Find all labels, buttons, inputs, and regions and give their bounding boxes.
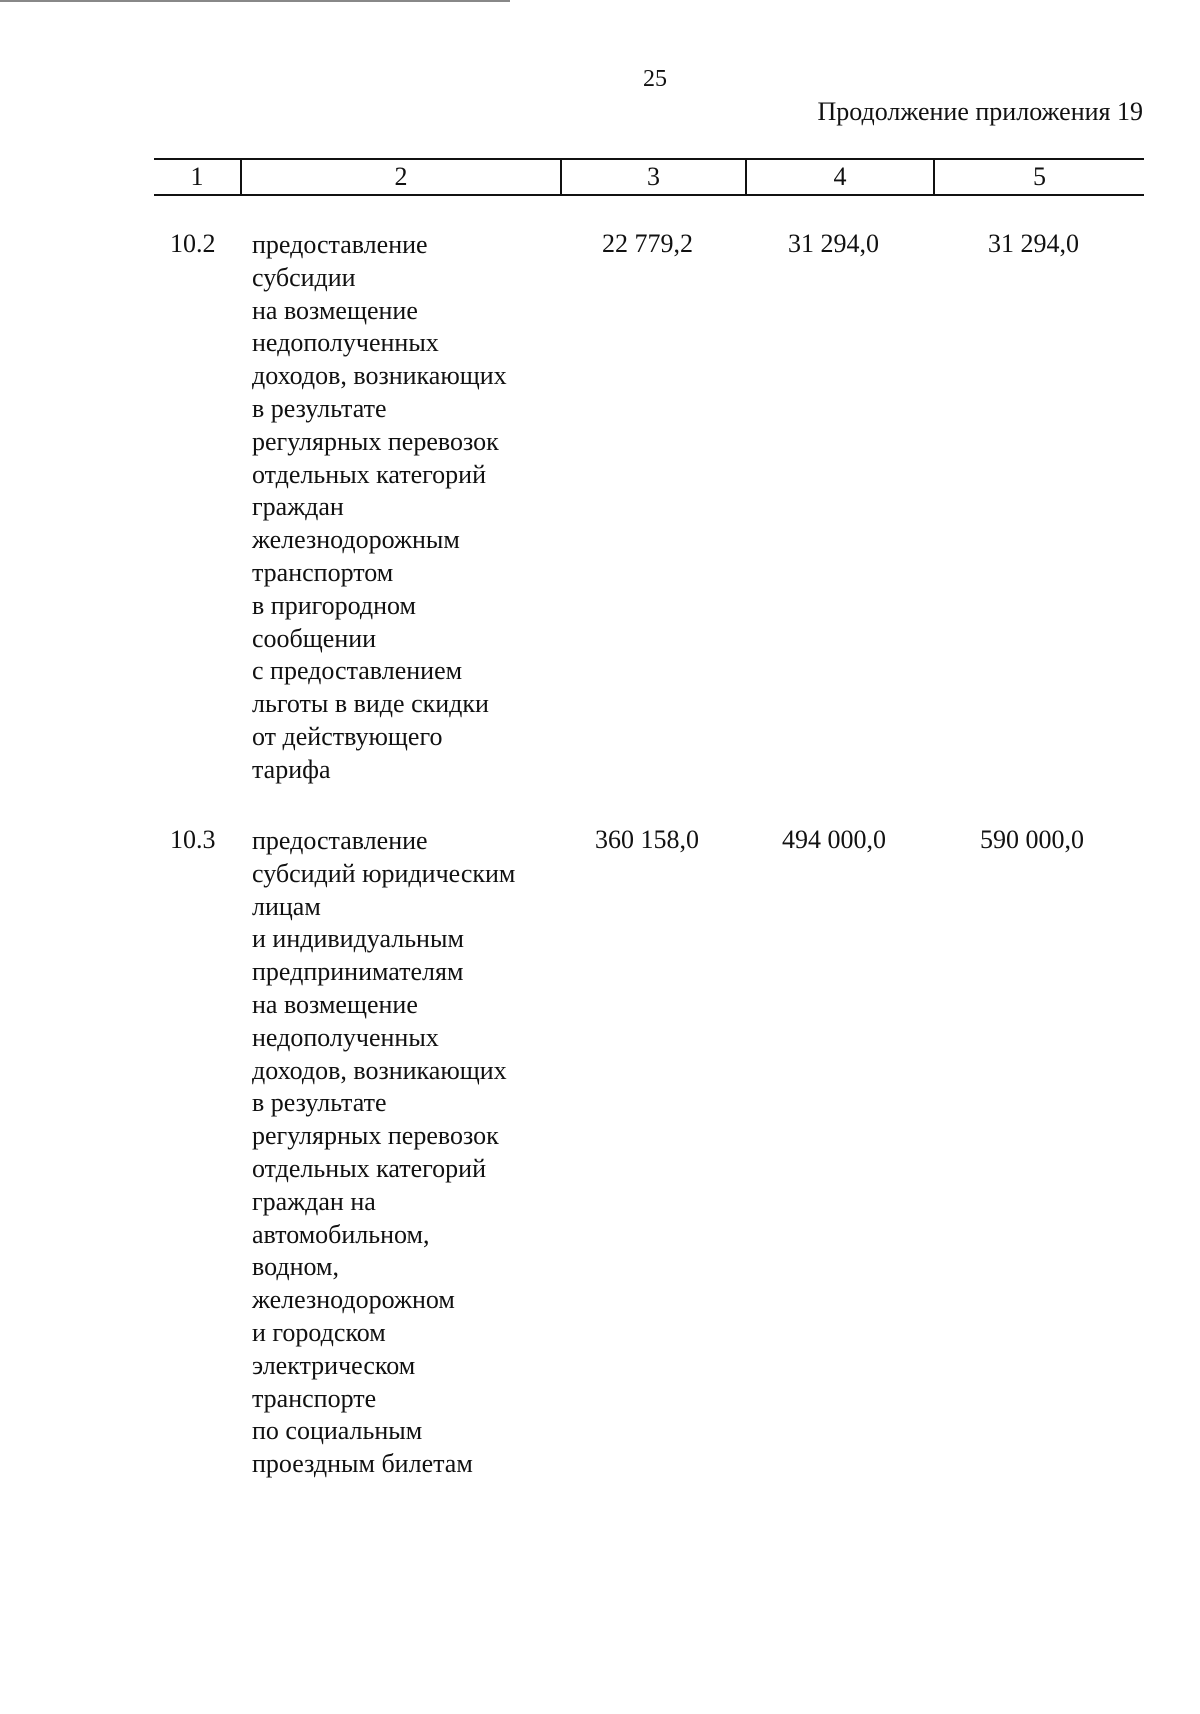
scan-edge-line xyxy=(0,0,510,2)
description-line: и городском xyxy=(252,1317,386,1347)
description-line: недополученных xyxy=(252,328,439,358)
description-line: предоставление xyxy=(252,826,428,855)
description-line: доходов, возникающих xyxy=(252,1055,507,1085)
row-description xyxy=(252,825,552,1481)
column-header-2: 2 xyxy=(240,160,560,194)
description-line: отдельных категорий xyxy=(252,1153,487,1183)
description-line: железнодорожным xyxy=(252,525,460,555)
description-line: льготы в виде скидки xyxy=(252,689,489,719)
row-value-col3: 22 779,2 xyxy=(602,229,693,258)
description-line: тарифа xyxy=(252,754,331,784)
row-value-col5: 590 000,0 xyxy=(980,825,1084,854)
description-line: железнодорожном xyxy=(252,1285,455,1315)
row-description xyxy=(252,229,552,787)
description-line: регулярных перевозок xyxy=(252,1121,499,1151)
continuation-label: Продолжение приложения 19 xyxy=(817,97,1143,126)
row-number: 10.3 xyxy=(170,825,216,854)
description-line: транспортом xyxy=(252,557,394,587)
description-line: предпринимателям xyxy=(252,957,464,987)
description-line: в результате xyxy=(252,1088,387,1118)
description-line: в результате xyxy=(252,393,387,423)
description-line: по социальным xyxy=(252,1416,423,1446)
row-value-col5: 31 294,0 xyxy=(988,229,1079,258)
row-value-col4: 31 294,0 xyxy=(788,229,879,258)
column-header-4: 4 xyxy=(745,160,933,194)
description-line: водном, xyxy=(252,1252,339,1282)
description-line: отдельных категорий xyxy=(252,459,487,489)
description-line: субсидии xyxy=(252,262,356,292)
description-line: граждан xyxy=(252,492,344,522)
description-line: лицам xyxy=(252,891,321,921)
table-header xyxy=(154,158,1144,196)
column-header-3: 3 xyxy=(560,160,745,194)
row-number: 10.2 xyxy=(170,229,216,258)
description-line: на возмещение xyxy=(252,989,418,1019)
description-line: с предоставлением xyxy=(252,656,463,686)
description-line: на возмещение xyxy=(252,295,418,325)
description-line: субсидий юридическим xyxy=(252,858,516,888)
description-line: в пригородном xyxy=(252,590,416,620)
column-header-1: 1 xyxy=(190,162,204,191)
description-line: сообщении xyxy=(252,623,377,653)
description-line: и индивидуальным xyxy=(252,924,464,954)
description-line: от действующего xyxy=(252,721,443,751)
row-value-col3: 360 158,0 xyxy=(595,825,699,854)
description-line: предоставление xyxy=(252,230,428,259)
description-line: автомобильном, xyxy=(252,1219,430,1249)
description-line: доходов, возникающих xyxy=(252,361,507,391)
description-line: электрическом xyxy=(252,1350,416,1380)
page-number: 25 xyxy=(643,66,667,92)
row-value-col4: 494 000,0 xyxy=(782,825,886,854)
description-line: недополученных xyxy=(252,1022,439,1052)
column-header-5: 5 xyxy=(933,160,1144,194)
description-line: регулярных перевозок xyxy=(252,426,499,456)
description-line: транспорте xyxy=(252,1383,377,1413)
description-line: проездным билетам xyxy=(252,1449,473,1479)
description-line: граждан на xyxy=(252,1186,376,1216)
